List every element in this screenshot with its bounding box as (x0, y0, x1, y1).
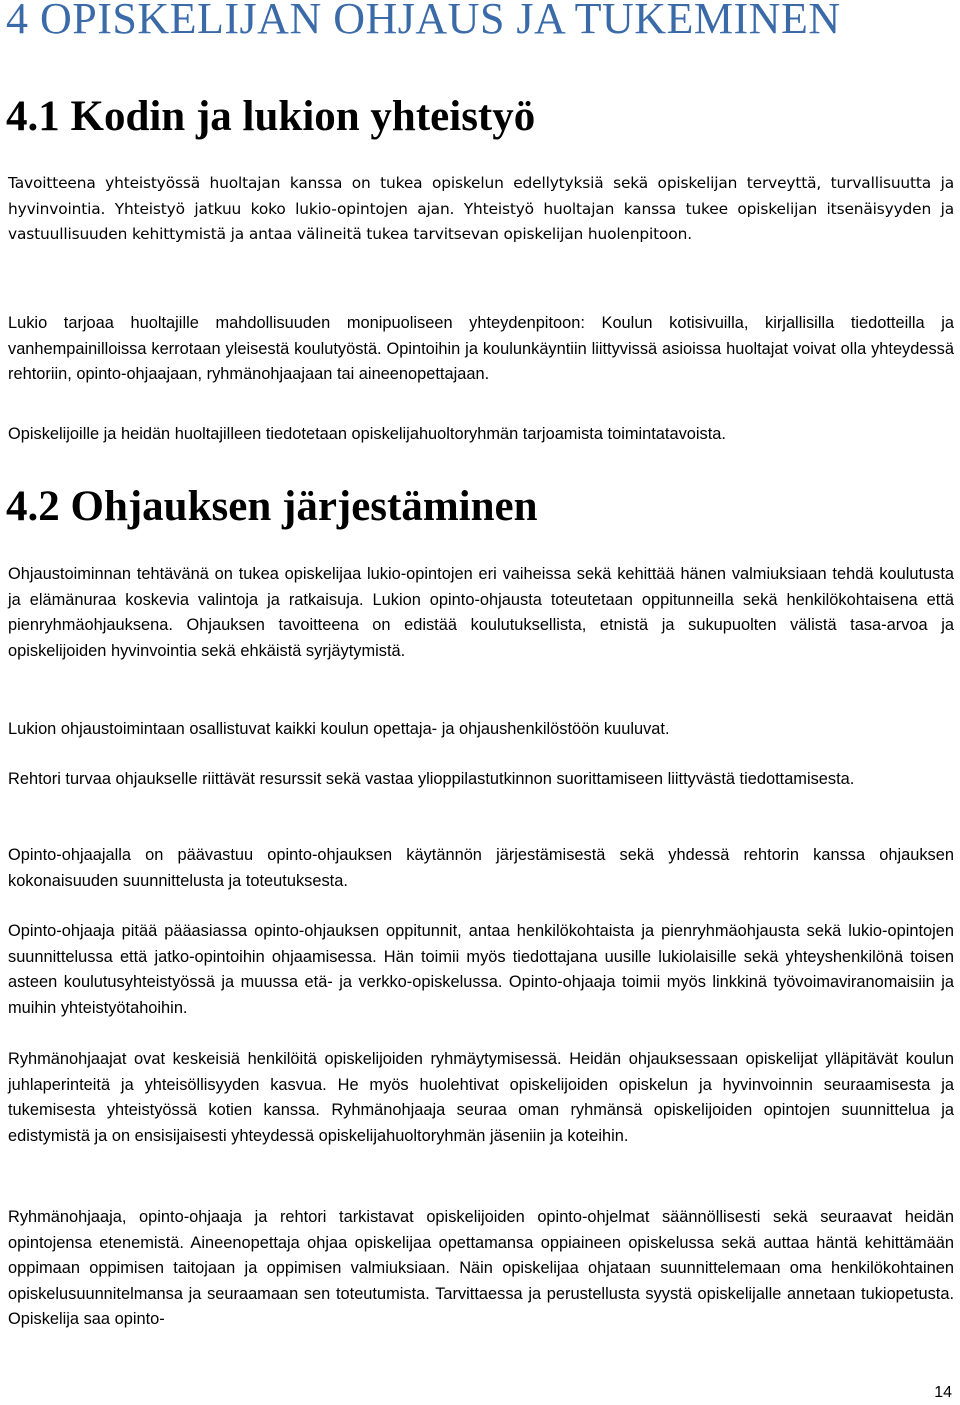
paragraph-study-plan-review: Ryhmänohjaaja, opinto-ohjaaja ja rehtori tarkistavat opiskelijoiden opinto-ohjelmat säännöllisesti sekä seuraavat heidän opintojensa etenemistä. Aineenopettaja ohjaa opiskelijaa opettamansa oppiaineen opiskelussa sekä auttaa häntä kehittämään oppimaan oppimisen taitojaan ja oppimisen valmiuksiaan. Näin opiskelijaa ohjataan suunnittelemaan oma henkilökohtainen opiskelusuunnitelmansa ja seuraamaan sen toteutumista. Tarvittaessa ja perustellusta syystä opiskelijalle annetaan tukiopetusta. Opiskelija saa opinto- (8, 1208, 954, 1328)
paragraph-home-school-cooperation: Tavoitteena yhteistyössä huoltajan kanssa on tukea opiskelun edellytyksiä sekä opiskelijan terveyttä, turvallisuutta ja hyvinvointia. Yhteistyö jatkuu koko lukio-opintojen ajan. Yhteistyö huoltajan kanssa tukee opiskelijan itsenäisyyden ja vastuullisuuden kehittymistä ja antaa välineitä tukea tarvitsevan opiskelijan huolenpitoon. (8, 174, 954, 243)
section-heading-4-1: 4.1 Kodin ja lukion yhteistyö (6, 93, 536, 140)
paragraph-counselor-tasks: Opinto-ohjaaja pitää pääasiassa opinto-ohjauksen oppitunnit, antaa henkilökohtaista ja pienryhmäohjausta sekä lukio-opintojen suunnittelussa että jatko-opintoihin ohjaamisessa. Hän toimii myös tiedottajana uusille lukiolaisille sekä yhteyshenkilönä toisen asteen koulutusyhteistyössä ja muussa etä- ja verkko-opiskelussa. Opinto-ohjaaja toimii myös linkkinä työvoimaviranomaisiin ja muihin yhteistyötahoihin. (8, 922, 954, 1017)
paragraph-guidance-purpose: Ohjaustoiminnan tehtävänä on tukea opiskelijaa lukio-opintojen eri vaiheissa sekä kehittää hänen valmiuksiaan tehdä koulutusta ja elämänuraa koskevia valintoja ja ratkaisuja. Lukion opinto-ohjausta toteutetaan oppitunneilla sekä henkilökohtaisena että pienryhmäohjauksena. Ohjauksen tavoitteena on edistää koulutuksellista, etnistä ja sukupuolten välistä tasa-arvoa ja opiskelijoiden hyvinvointia sekä ehkäistä syrjäytymistä. (8, 565, 954, 660)
chapter-heading: 4 OPISKELIJAN OHJAUS JA TUKEMINEN (6, 0, 841, 43)
paragraph-guidance-participants: Lukion ohjaustoimintaan osallistuvat kaikki koulun opettaja- ja ohjaushenkilöstöön kuuluvat. (8, 720, 670, 738)
paragraph-group-instructors: Ryhmänohjaajat ovat keskeisiä henkilöitä opiskelijoiden ryhmäytymisessä. Heidän ohjauksessaan opiskelijat ylläpitävät koulun juhlaperinteitä ja yhteisöllisyyden kasvua. He myös huolehtivat opiskelijoiden opiskelun ja hyvinvoinnin seuraamisesta ja tukemisesta yhteistyössä kotien kanssa. Ryhmänohjaaja seuraa oman ryhmänsä opiskelijoiden opintojen suunnittelua ja edistymistä ja on ensisijaisesti yhteydessä opiskelijahuoltoryhmän jäseniin ja koteihin. (8, 1050, 954, 1145)
paragraph-counselor-responsibility: Opinto-ohjaajalla on päävastuu opinto-ohjauksen käytännön järjestämisestä sekä yhdessä rehtorin kanssa ohjauksen kokonaisuuden suunnittelusta ja toteutuksesta. (8, 846, 954, 890)
section-heading-4-2: 4.2 Ohjauksen järjestäminen (6, 483, 538, 530)
paragraph-guardian-communication: Lukio tarjoaa huoltajille mahdollisuuden monipuoliseen yhteydenpitoon: Koulun kotisivuilla, kirjallisilla tiedotteilla ja vanhempainilloissa kerrotaan yleisestä koulutyöstä. Opintoihin ja koulunkäyntiin liittyvissä asioissa huoltajat voivat olla yhteydessä rehtoriin, opinto-ohjaajaan, ryhmänohjaajaan tai aineenopettajaan. (8, 314, 954, 383)
page-number: 14 (934, 1384, 952, 1401)
paragraph-student-welfare-info: Opiskelijoille ja heidän huoltajilleen tiedotetaan opiskelijahuoltoryhmän tarjoamista toimintatavoista. (8, 425, 726, 443)
paragraph-principal-role: Rehtori turvaa ohjaukselle riittävät resurssit sekä vastaa ylioppilastutkinnon suorittamiseen liittyvästä tiedottamisesta. (8, 770, 855, 788)
